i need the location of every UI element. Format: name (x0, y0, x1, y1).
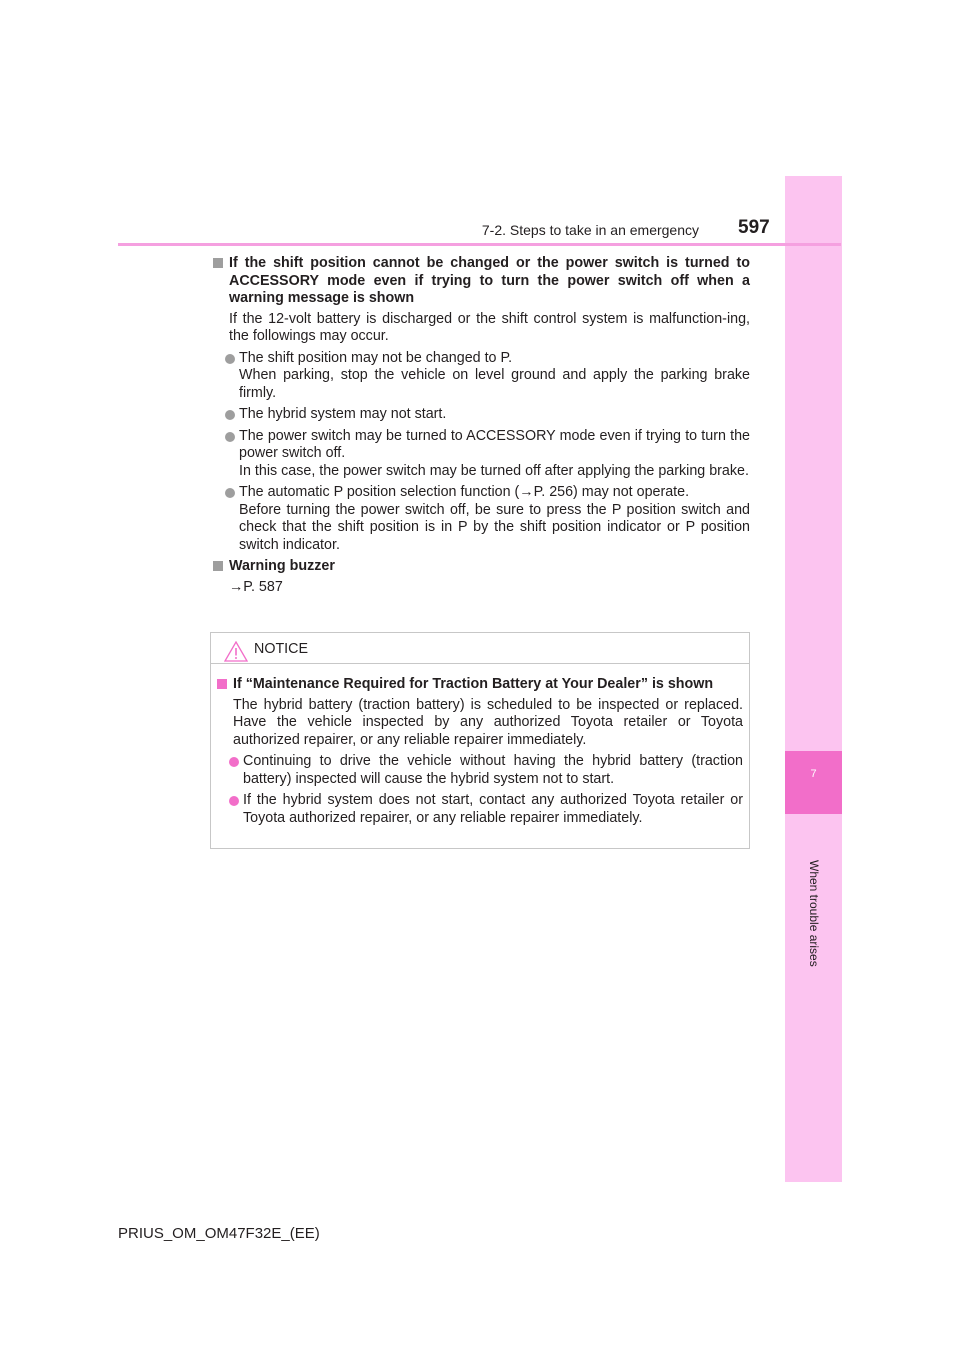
notice-intro: The hybrid battery (traction battery) is scheduled to be inspected or replaced. Have the vehicle inspected by any authorized Toyota retailer or Toyota authorized repairer, or any reliable repairer immediately. (233, 696, 743, 748)
circle-bullet-icon (229, 757, 239, 767)
header-rule (118, 243, 841, 246)
notice-label: NOTICE (254, 641, 309, 657)
chapter-side-tab (785, 176, 842, 1182)
notice-body (211, 664, 749, 827)
chapter-title: When trouble arises (807, 860, 821, 967)
list-item: The power switch may be turned to ACCESSORY mode even if trying to turn the power switch off. In this case, the power switch may be turned off after applying the parking brake. (213, 428, 750, 481)
list-item: The hybrid system may not start. (213, 406, 750, 424)
circle-bullet-icon (225, 354, 235, 364)
circle-bullet-icon (229, 796, 239, 806)
buzzer-heading: Warning buzzer (213, 558, 750, 576)
chapter-number: 7 (810, 768, 817, 780)
notice-box (210, 632, 750, 849)
circle-bullet-icon (225, 410, 235, 420)
circle-bullet-icon (225, 432, 235, 442)
warning-triangle-icon (224, 641, 248, 662)
main-content (213, 255, 750, 596)
notice-header (211, 633, 749, 664)
circle-bullet-icon (225, 488, 235, 498)
buzzer-page-reference[interactable]: →P. 587 (229, 578, 283, 595)
list-item: The automatic P position selection function (→P. 256) may not operate. Before turning the power switch off, be sure to press the P position switch and check that the shift position is in P by the shift position indicator or P position switch indicator. (213, 484, 750, 554)
section-title: 7-2. Steps to take in an emergency (481, 222, 699, 238)
square-bullet-icon (213, 561, 223, 571)
shift-heading: If the shift position cannot be changed or the power switch is turned to ACCESSORY mode even if trying to turn the power switch off when a warning message is shown (213, 255, 750, 308)
page-number: 597 (738, 217, 770, 238)
chapter-number-box (785, 751, 842, 814)
notice-heading: If “Maintenance Required for Traction Battery at Your Dealer” is shown (217, 676, 743, 694)
shift-intro: If the 12-volt battery is discharged or the shift control system is malfunction-ing, the followings may occur. (229, 310, 750, 344)
list-item: Continuing to drive the vehicle without having the hybrid battery (traction battery) inspected will cause the hybrid system not to start. (217, 753, 743, 788)
list-item: The shift position may not be changed to P. When parking, stop the vehicle on level ground and apply the parking brake firmly. (213, 350, 750, 403)
document-code: PRIUS_OM_OM47F32E_(EE) (118, 1225, 320, 1242)
square-bullet-icon (217, 679, 227, 689)
list-item: If the hybrid system does not start, contact any authorized Toyota retailer or Toyota authorized repairer, or any reliable repairer immediately. (217, 792, 743, 827)
square-bullet-icon (213, 258, 223, 268)
